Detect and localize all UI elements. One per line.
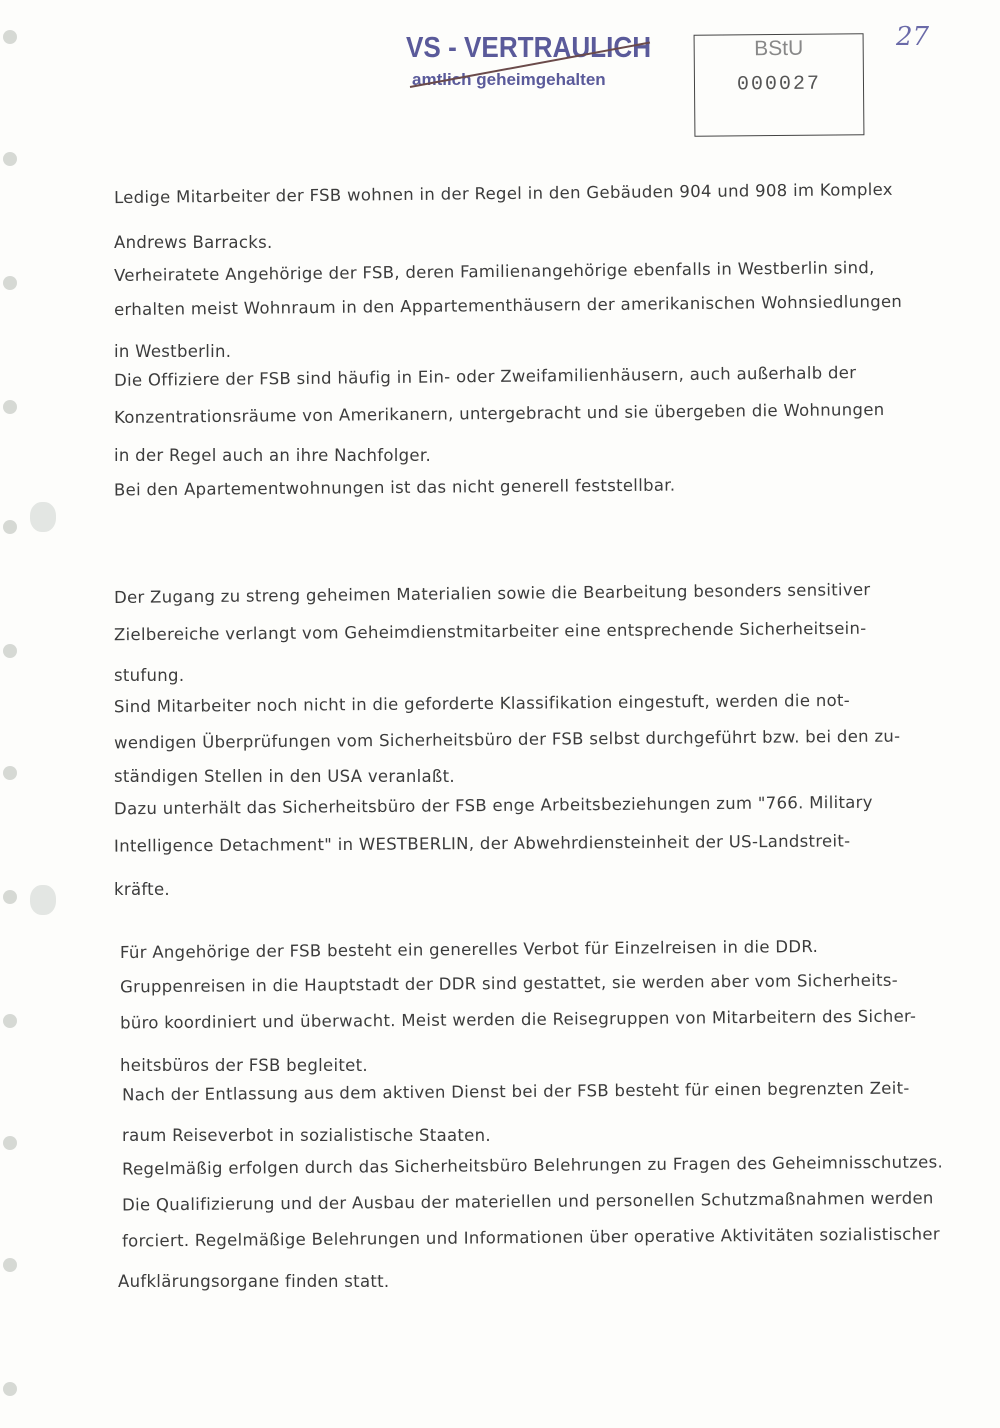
text-line: Bei den Apartementwohnungen ist das nicht generell feststellbar. — [113, 475, 676, 500]
text-line: stufung. — [114, 666, 185, 685]
archive-stamp-box — [694, 33, 865, 136]
handwritten-page-number: 27 — [896, 22, 930, 52]
classification-stamp: VS - VERTRAULICH — [406, 32, 652, 64]
punch-hole — [3, 1382, 17, 1396]
classification-substamp: amtlich geheimgehalten — [412, 70, 606, 89]
text-line: in Westberlin. — [114, 342, 232, 361]
text-line: Zielbereiche verlangt vom Geheimdienstmitarbeiter eine entsprechende Sicherheitsein- — [113, 618, 867, 645]
punch-hole — [3, 1258, 17, 1272]
archive-label: BStU — [754, 36, 804, 61]
punch-hole-large — [30, 502, 56, 532]
text-line: raum Reiseverbot in sozialistische Staaten. — [122, 1126, 491, 1145]
text-line: Der Zugang zu streng geheimen Materialien sowie die Bearbeitung besonders sensitiver — [113, 580, 871, 607]
text-line: Die Offiziere der FSB sind häufig in Ein- oder Zweifamilienhäusern, auch außerhalb der — [113, 363, 857, 390]
text-line: Gruppenreisen in die Hauptstadt der DDR sind gestattet, sie werden aber vom Sicherheits- — [119, 970, 899, 997]
punch-hole — [3, 890, 17, 904]
text-line: Intelligence Detachment" in WESTBERLIN, der Abwehrdiensteinheit der US-Landstreit- — [113, 831, 851, 856]
text-line: Dazu unterhält das Sicherheitsbüro der FSB enge Arbeitsbeziehungen zum "766. Military — [113, 792, 873, 819]
punch-hole — [3, 520, 17, 534]
text-line: Aufklärungsorgane finden statt. — [118, 1272, 390, 1291]
text-line: Regelmäßig erfolgen durch das Sicherheitsbüro Belehrungen zu Fragen des Geheimnisschutzes. — [121, 1152, 944, 1179]
text-line: Andrews Barracks. — [114, 233, 273, 252]
text-line: Die Qualifizierung und der Ausbau der materiellen und personellen Schutzmaßnahmen werden — [121, 1188, 934, 1215]
punch-hole — [3, 766, 17, 780]
text-line: ständigen Stellen in den USA veranlaßt. — [114, 767, 455, 786]
punch-hole-large — [30, 885, 56, 915]
punch-hole — [3, 644, 17, 658]
punch-hole — [3, 400, 17, 414]
text-line: Verheiratete Angehörige der FSB, deren Familienangehörige ebenfalls in Westberlin sind, — [113, 258, 875, 285]
text-line: in der Regel auch an ihre Nachfolger. — [114, 446, 431, 465]
punch-hole — [3, 30, 17, 44]
text-line: Für Angehörige der FSB besteht ein generelles Verbot für Einzelreisen in die DDR. — [119, 936, 819, 963]
punch-hole — [3, 276, 17, 290]
text-line: Ledige Mitarbeiter der FSB wohnen in der Regel in den Gebäuden 904 und 908 im Komplex — [113, 179, 893, 208]
text-line: büro koordiniert und überwacht. Meist werden die Reisegruppen von Mitarbeitern des Sicher- — [119, 1006, 917, 1033]
punch-hole — [3, 152, 17, 166]
text-line: heitsbüros der FSB begleitet. — [120, 1056, 368, 1075]
text-line: kräfte. — [114, 880, 170, 899]
text-line: Nach der Entlassung aus dem aktiven Dienst bei der FSB besteht für einen begrenzten Zeit- — [121, 1078, 910, 1105]
text-line: erhalten meist Wohnraum in den Appartementhäusern der amerikanischen Wohnsiedlungen — [113, 291, 903, 320]
text-line: wendigen Überprüfungen vom Sicherheitsbüro der FSB selbst durchgeführt bzw. bei den zu- — [113, 726, 901, 753]
punch-hole — [3, 1136, 17, 1150]
punch-hole — [3, 1014, 17, 1028]
text-line: forciert. Regelmäßige Belehrungen und Informationen über operative Aktivitäten sozialistischer — [121, 1224, 940, 1251]
text-line: Sind Mitarbeiter noch nicht in die geforderte Klassifikation eingestuft, werden die not- — [113, 690, 851, 717]
text-line: Konzentrationsräume von Amerikanern, untergebracht und sie übergeben die Wohnungen — [113, 399, 885, 428]
archive-number: 000027 — [736, 72, 822, 97]
